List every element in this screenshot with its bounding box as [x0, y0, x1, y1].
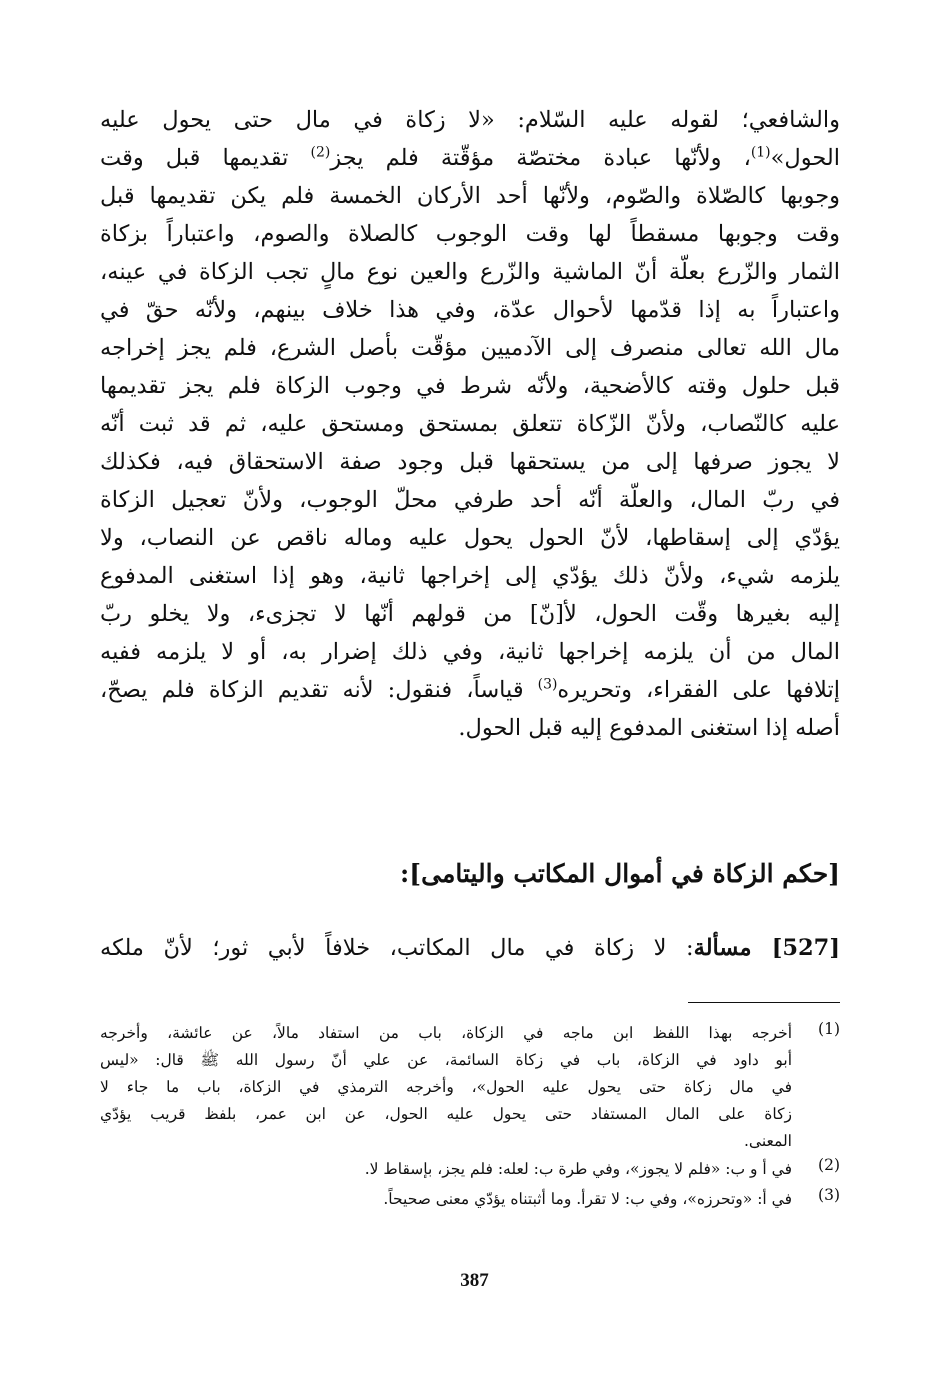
- text-line: المال من أن يلزمه إخراجها ثانية، وفي ذلك إضرار به، أو لا يلزمه ففيه: [100, 639, 840, 665]
- footnote-number: (2): [818, 1156, 840, 1174]
- footnote-line: في أ و ب: «فلم لا يجوز»، وفي طرة ب: لعله: فلم يجز، بإسقاط لا.: [364, 1160, 792, 1178]
- footnote-line: في مال زكاة حتى يحول عليه الحول»، وأخرجه الترمذي في الزكاة، باب ما جاء لا: [100, 1078, 792, 1096]
- text-line: الحول»$^{(1)}$، ولأنّها عبادة مختصّة مؤقّتة فلم يجز$^{(2)}$ تقديمها قبل وقت: [100, 144, 840, 171]
- footnote-ref[interactable]: (2): [310, 144, 331, 161]
- text-line: مال الله تعالى منصرف إلى الآدميين مؤقّت بأصل الشرع، فلم يجز إخراجه: [100, 335, 840, 361]
- footnote-ref[interactable]: (3): [537, 676, 558, 693]
- text-line: وقت وجوبها مسقطاً لها وقت الوجوب كالصلاة والصوم، واعتباراً بزكاة: [100, 221, 840, 247]
- text-line: واعتباراً به إذا قدّمها لأحوال عدّة، وفي هذا خلاف بينهم، ولأنّه حقّ في: [100, 297, 840, 323]
- footnote-text: [100, 1156, 792, 1183]
- issue-line: [100, 926, 840, 970]
- footnote-number: (1): [818, 1020, 840, 1038]
- issue-text: : لا زكاة في مال المكاتب، خلافاً لأبي ثور؛ لأنّ ملكه: [100, 935, 694, 961]
- text-line: وجوبها كالصّلاة والصّوم، ولأنّها أحد الأركان الخمسة فلم يكن تقديمها قبل: [100, 183, 840, 209]
- footnote-line: المعنى.: [744, 1132, 792, 1150]
- footnote-ref[interactable]: (1): [750, 144, 771, 161]
- page-number: 387: [460, 1270, 489, 1291]
- footnote-line: أبو داود في الزكاة، باب في زكاة السائمة، عن علي أنّ رسول الله ﷺ قال: «ليس: [100, 1051, 792, 1069]
- footnote-line: زكاة على المال المستفاد حتى يحول عليه الحول، عن ابن عمر، بلفظ قريب يؤدّي: [100, 1105, 792, 1123]
- section-heading: [حكم الزكاة في أموال المكاتب واليتامى]:: [400, 859, 840, 888]
- text-line: عليه كالنّصاب، ولأنّ الزّكاة تتعلق بمستحق ومستحق عليه، ثم قد ثبت أنّه: [100, 411, 840, 437]
- footnote-text: [100, 1186, 792, 1213]
- text-line: إليه بغيرها وقّت الحول، لأ[نّ] من قولهم أنّها لا تجزىء، ولا يخلو ربّ: [100, 601, 840, 627]
- text-line: الثمار والزّرع بعلّة أنّ الماشية والزّرع والعين نوع مالٍ تجب الزكاة في عينه،: [100, 259, 840, 285]
- footnote-line: في أ: «وتحرزه»، وفي ب: لا تقرأ. وما أثبتناه يؤدّي معنى صحيحاً.: [383, 1190, 792, 1208]
- footnote-line: أخرجه بهذا اللفظ ابن ماجه في الزكاة، باب من استفاد مالاً، عن عائشة، وأخرجه: [100, 1024, 792, 1042]
- footnote-text: [100, 1020, 792, 1155]
- text-line: أصله إذا استغنى المدفوع إليه قبل الحول.: [458, 715, 840, 741]
- text-line: قبل حلول وقته كالأضحية، ولأنّه شرط في وجوب الزكاة فلم يجز تقديمها: [100, 373, 840, 399]
- text-line: والشافعي؛ لقوله عليه السّلام: «لا زكاة في مال حتى يحول عليه: [100, 107, 840, 133]
- text-line: يؤدّي إلى إسقاطها، لأنّ الحول يحول عليه وماله ناقص عن النصاب، ولا: [100, 525, 840, 551]
- text-line: يلزمه شيء، ولأنّ ذلك يؤدّي إلى إخراجها ثانية، وهو إذا استغنى المدفوع: [100, 563, 840, 589]
- footnote-number: (3): [818, 1186, 840, 1204]
- footnote-divider: [688, 1002, 840, 1003]
- text-line: لا يجوز صرفها إلى من يستحقها قبل وجود صفة الاستحقاق فيه، فكذلك: [100, 449, 840, 475]
- issue-label: [527] مسألة: [693, 935, 840, 961]
- text-line: في ربّ المال، والعلّة أنّه أحد طرفي محلّ الوجوب، ولأنّ تعجيل الزكاة: [100, 487, 840, 513]
- text-line: إتلافها على الفقراء، وتحريره$^{(3)}$ قياساً، فنقول: لأنه تقديم الزكاة فلم يصحّ،: [100, 676, 840, 703]
